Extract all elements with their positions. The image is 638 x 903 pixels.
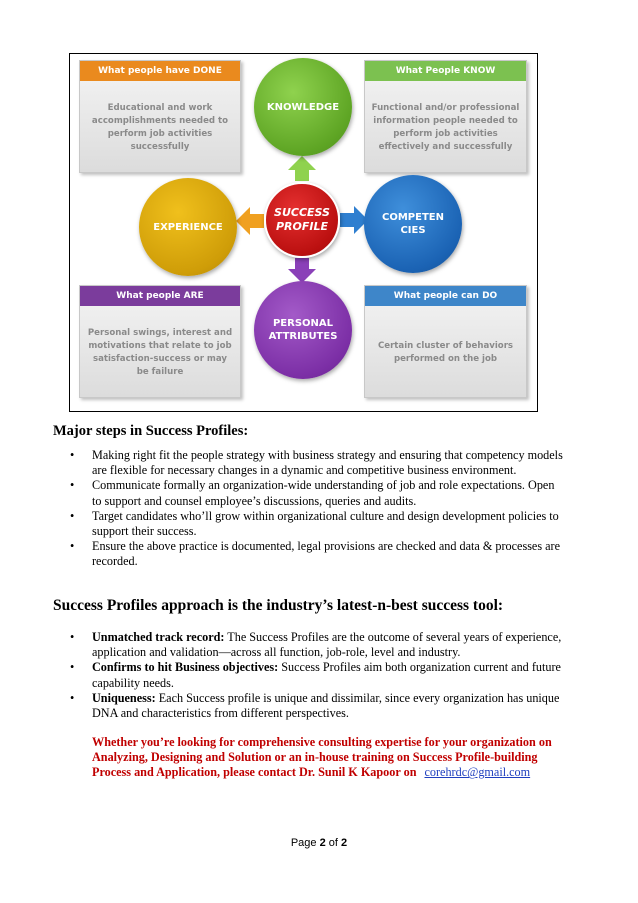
panel-body: Educational and work accomplishments needed to perform job activities successfully (91, 102, 229, 152)
circle-experience (139, 178, 237, 276)
item-text: Each Success profile is unique and dissimilar, since every organization has unique DNA and characteristics from different perspectives. (92, 690, 560, 721)
circle-competencies (364, 175, 462, 273)
bullet-icon: • (70, 660, 75, 675)
circle-personal-attributes (254, 281, 352, 379)
bullet-icon: • (70, 478, 75, 493)
panel-header: What People KNOW (365, 61, 526, 81)
arrow-left-icon (236, 207, 264, 235)
circle-knowledge (254, 58, 352, 156)
panel-header: What people ARE (80, 286, 240, 306)
panel-header: What people have DONE (80, 61, 240, 81)
panel-body: Personal swings, interest and motivations that relate to job satisfaction-success or may be failure (87, 327, 233, 377)
circle-label: SUCCESS PROFILE (274, 206, 330, 233)
list-item: • Making right fit the people strategy with business strategy and ensuring that competency models are flexible for necessary changes in a dynamic and competitive business environment. (70, 448, 563, 478)
bullet-icon: • (70, 539, 75, 554)
contact-text: Whether you’re looking for comprehensive consulting expertise for your organization on Analyzing, Designing and Solution or an in-house training on Success Profile-building Process and Application, please contact Dr. Sunil K Kapoor on (92, 735, 552, 780)
bullet-icon: • (70, 508, 75, 523)
section-heading-approach: Success Profiles approach is the industry’s latest-n-best success tool: (53, 597, 504, 614)
item-label: Confirms to hit Business objectives: (92, 660, 279, 675)
bullet-icon: • (70, 690, 75, 705)
list-item (66, 630, 566, 660)
item-label: Unmatched track record: (92, 630, 225, 644)
list-item (66, 660, 566, 690)
list-item (66, 691, 566, 721)
panel-header: What people can DO (365, 286, 526, 306)
success-profile-diagram (69, 53, 538, 412)
item-text: The Success Profiles are the outcome of several years of experience, application and validation—across all function, job-role, level and industry. (92, 630, 562, 660)
steps-list (66, 448, 566, 570)
arrow-up-icon (288, 156, 316, 181)
page-current: 2 (319, 837, 326, 849)
email-link[interactable]: corehrdc@gmail.com (424, 765, 531, 780)
item-label: Uniqueness: (92, 690, 156, 705)
contact-paragraph (92, 735, 552, 781)
circle-label: PERSONAL ATTRIBUTES (268, 318, 338, 342)
panel-body: Functional and/or professional information people needed to perform job activities effectively and successfully (371, 102, 520, 152)
approach-list (66, 630, 566, 721)
panel-body: Certain cluster of behaviors performed on the job (377, 340, 514, 364)
list-item: • Communicate formally an organization-wide understanding of job and role expectations. Open to support and counsel employee’s discussions, queries and audits. (70, 478, 555, 508)
page-total: 2 (341, 837, 348, 849)
list-item: • Ensure the above practice is documented, legal provisions are checked and data & processes are recorded. (70, 539, 561, 569)
page-footer: Page 2 of 2 (290, 837, 348, 849)
bullet-icon: • (70, 448, 75, 462)
bullet-icon: • (70, 630, 75, 644)
circle-success-profile (264, 182, 340, 258)
item-text: Success Profiles aim both organization current and future capability needs. (92, 660, 561, 690)
circle-label: EXPERIENCE (153, 221, 223, 233)
circle-label: KNOWLEDGE (266, 101, 340, 113)
list-item: • Target candidates who’ll grow within organizational culture and design development policies to support their success. (70, 508, 559, 539)
section-heading-steps: Major steps in Success Profiles: (53, 423, 249, 439)
arrow-down-icon (288, 258, 316, 283)
circle-label: COMPETEN CIES (382, 212, 444, 236)
